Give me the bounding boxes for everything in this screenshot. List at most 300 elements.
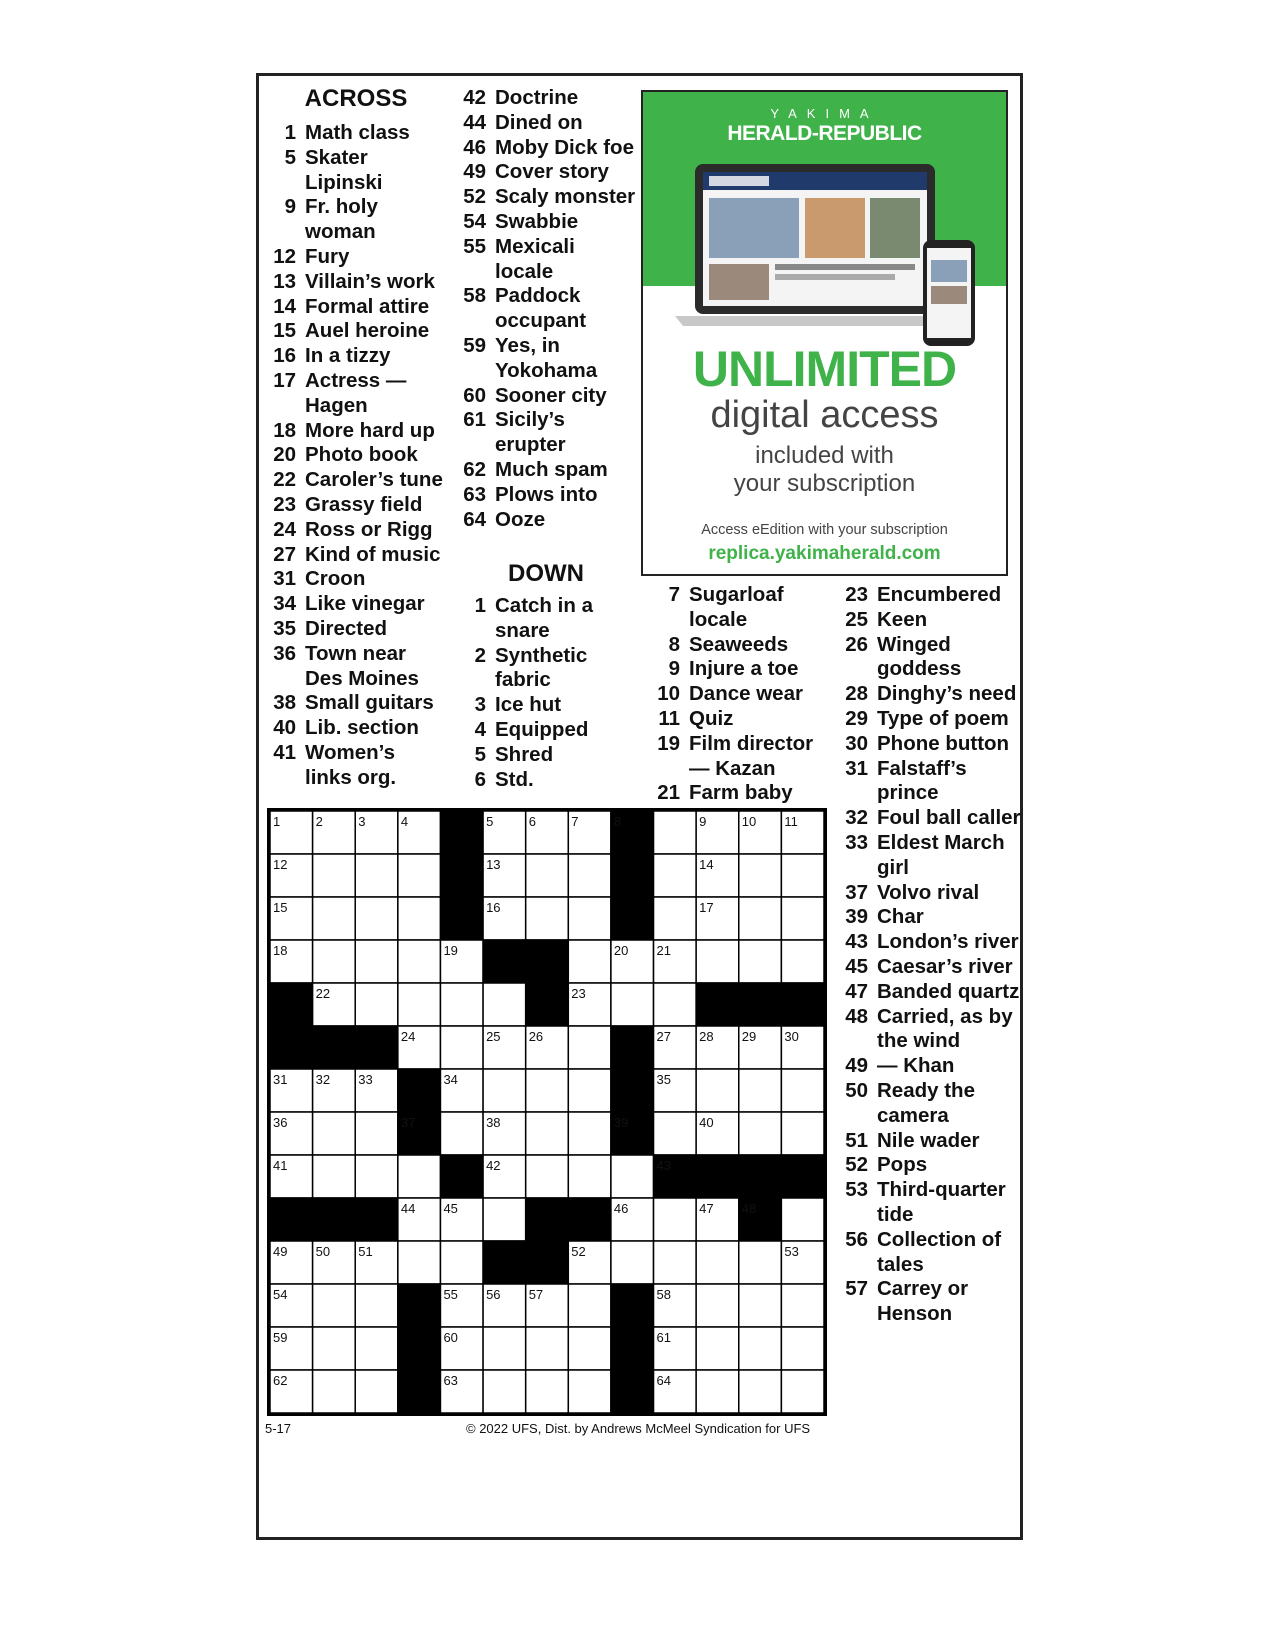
grid-number: 17 [699,900,714,915]
grid-cell[interactable] [355,897,398,940]
grid-number: 15 [273,900,288,915]
grid-cell[interactable] [696,1241,739,1284]
grid-cell[interactable] [355,854,398,897]
clue-item [455,210,637,235]
grid-number: 54 [273,1287,288,1302]
grid-number: 53 [784,1244,799,1259]
clue-number: 64 [463,507,486,531]
grid-number: 6 [528,814,536,829]
clue-number: 9 [668,657,680,681]
clue-item [455,111,637,136]
grid-cell[interactable] [611,983,654,1026]
grid-cell[interactable] [654,854,697,897]
clue-number: 2 [474,643,486,667]
clue-number: 63 [463,482,486,506]
grid-number: 2 [315,814,323,829]
clue-number: 39 [845,905,868,929]
grid-cell[interactable] [781,1112,824,1155]
clue-text: Banded quartz [877,979,1020,1003]
puzzle-date: 5-17 [265,1421,292,1436]
grid-number: 59 [273,1330,288,1345]
grid-number: 36 [273,1115,288,1130]
clue-text: Croon [305,567,366,591]
grid-cell[interactable] [739,1241,782,1284]
grid-cell[interactable] [611,1241,654,1284]
clue-text: Much spam [495,457,608,481]
clue-text: Mexicali locale [495,234,575,283]
grid-cell[interactable] [696,940,739,983]
clue-text: Nile wader [877,1128,980,1152]
grid-number: 8 [613,814,622,829]
grid-cell[interactable] [440,1241,483,1284]
grid-cell[interactable] [781,1069,824,1112]
grid-cell[interactable] [611,1155,654,1198]
grid-black-square [483,940,526,983]
grid-number: 14 [699,857,714,872]
grid-cell[interactable] [568,1026,611,1069]
clue-item [830,905,1025,930]
clue-text: Town near Des Moines [305,641,419,690]
clue-text: Paddock occupant [495,284,587,333]
grid-number: 23 [571,986,586,1001]
clue-number: 43 [845,930,868,954]
grid-number: 33 [358,1072,373,1087]
ad-headline: UNLIMITED [692,341,957,397]
crossword-grid-svg[interactable] [270,811,824,1413]
grid-cell[interactable] [568,940,611,983]
grid-number: 62 [273,1373,288,1388]
clue-text: Small guitars [305,691,434,715]
clue-text: Ready the camera [877,1078,975,1127]
grid-number: 4 [400,814,409,829]
clue-text: More hard up [305,418,435,442]
grid-cell[interactable] [696,1327,739,1370]
clue-item [455,743,637,768]
clue-number: 6 [474,767,486,791]
grid-cell[interactable] [398,1155,441,1198]
grid-number: 35 [656,1072,672,1087]
grid-cell[interactable] [398,940,441,983]
clue-item [266,344,446,369]
grid-number: 38 [486,1115,501,1130]
clue-number: 52 [845,1153,868,1177]
clue-item [455,334,637,384]
copyright-line: © 2022 UFS, Dist. by Andrews McMeel Syndication for UFS [466,1421,811,1436]
clue-item [830,682,1025,707]
grid-cell[interactable] [355,1112,398,1155]
clue-number: 14 [273,294,296,318]
grid-number: 27 [656,1029,672,1044]
grid-cell[interactable] [440,983,483,1026]
clue-number: 33 [845,830,868,854]
clue-text: — Khan [877,1054,955,1078]
clue-number: 55 [463,234,486,258]
grid-cell[interactable] [654,897,697,940]
clue-text: Carrey or Henson [877,1277,969,1326]
grid-black-square [355,1198,398,1241]
grid-number: 26 [528,1029,544,1044]
clue-number: 56 [845,1227,868,1251]
clue-text: Ooze [495,507,546,531]
clue-text: Farm baby [689,781,793,805]
grid-black-square [611,1069,654,1112]
grid-cell[interactable] [781,897,824,940]
clue-text: Fr. holy woman [305,195,378,244]
clue-number: 29 [845,706,868,730]
clue-text: Formal attire [305,294,430,318]
clue-item [830,583,1025,608]
crossword-grid[interactable] [267,808,827,1416]
clue-number: 13 [273,269,296,293]
grid-cell[interactable] [568,1370,611,1413]
grid-cell[interactable] [355,983,398,1026]
clue-text: Like vinegar [305,592,425,616]
clue-item [455,594,637,644]
clue-item [266,493,446,518]
clue-text: Plows into [495,482,598,506]
grid-cell[interactable] [654,1112,697,1155]
grid-number: 7 [571,814,579,829]
grid-cell[interactable] [355,1284,398,1327]
grid-cell[interactable] [781,940,824,983]
grid-number: 40 [699,1115,714,1130]
grid-cell[interactable] [739,1370,782,1413]
clue-number: 46 [463,135,486,159]
clue-text: Phone button [877,731,1010,755]
grid-cell[interactable] [696,1284,739,1327]
clue-item [830,881,1025,906]
grid-cell[interactable] [398,854,441,897]
clue-item [830,955,1025,980]
grid-cell[interactable] [568,1112,611,1155]
clue-text: Winged goddess [877,632,962,681]
clue-number: 1 [284,121,296,144]
ad-url-link[interactable]: replica.yakimaherald.com [708,543,941,564]
clue-text: Swabbie [495,209,579,233]
clue-text: Encumbered [877,583,1002,606]
clue-number: 38 [273,691,296,715]
clue-text: Sugarloaf locale [689,583,784,631]
clue-number: 52 [463,185,486,209]
clue-number: 50 [845,1078,868,1102]
clue-number: 25 [845,607,868,631]
clue-item [830,633,1025,683]
grid-cell[interactable] [526,1155,569,1198]
grid-cell[interactable] [696,1069,739,1112]
grid-number: 25 [486,1029,501,1044]
grid-number: 13 [486,857,501,872]
clue-item [266,369,446,419]
grid-cell[interactable] [739,1112,782,1155]
grid-cell[interactable] [526,1069,569,1112]
grid-cell[interactable] [568,897,611,940]
clue-number: 28 [845,682,868,706]
grid-black-square [526,983,569,1026]
clue-item [455,693,637,718]
grid-cell[interactable] [739,1284,782,1327]
clue-item [830,831,1025,881]
down-header: DOWN [508,560,584,587]
grid-black-square [270,983,313,1026]
clue-item [266,195,446,245]
grid-cell[interactable] [781,1370,824,1413]
grid-black-square [611,1327,654,1370]
clue-item [640,732,830,782]
clue-item [640,633,830,658]
clue-number: 22 [273,468,296,492]
clue-number: 1 [474,594,486,617]
grid-cell[interactable] [313,1327,356,1370]
grid-number: 51 [358,1244,373,1259]
across-clues-column-1 [266,85,446,791]
clue-text: Yes, in Yokohama [495,333,598,382]
grid-cell[interactable] [568,1284,611,1327]
grid-cell[interactable] [781,854,824,897]
grid-black-square [739,983,782,1026]
grid-cell[interactable] [739,940,782,983]
clue-number: 31 [273,567,296,591]
clue-item [455,458,637,483]
clue-number: 54 [463,209,486,233]
clue-number: 51 [845,1128,868,1152]
clue-item [266,617,446,642]
clue-item [455,160,637,185]
clue-text: London’s river [877,930,1019,954]
clue-number: 20 [273,443,296,467]
clue-number: 49 [845,1054,868,1078]
grid-cell[interactable] [483,1069,526,1112]
clue-item [266,419,446,444]
grid-cell[interactable] [526,1112,569,1155]
grid-cell[interactable] [739,1069,782,1112]
grid-number: 20 [613,943,629,958]
grid-cell[interactable] [781,1284,824,1327]
clue-item [830,732,1025,757]
grid-black-square [313,1026,356,1069]
clue-text: Kind of music [305,542,441,566]
clue-text: Dinghy’s need [877,682,1017,706]
clue-text: Directed [305,616,388,640]
clue-item [455,185,637,210]
grid-cell[interactable] [781,1327,824,1370]
clue-text: Villain’s work [305,269,435,293]
grid-cell[interactable] [398,1241,441,1284]
clue-item [830,1228,1025,1278]
clue-item [830,806,1025,831]
clue-item [455,483,637,508]
grid-number: 9 [699,814,707,829]
clue-text: Auel heroine [305,319,430,343]
clue-text: Lib. section [305,716,419,740]
grid-cell[interactable] [313,854,356,897]
clue-text: Ice hut [495,693,562,717]
clue-item [640,682,830,707]
grid-number: 21 [656,943,672,958]
grid-cell[interactable] [654,1198,697,1241]
grid-number: 11 [784,814,798,829]
grid-cell[interactable] [483,1370,526,1413]
clue-item [830,707,1025,732]
clue-number: 34 [273,592,296,616]
clue-number: 7 [668,583,680,606]
grid-cell[interactable] [355,1155,398,1198]
clue-number: 62 [463,457,486,481]
clue-text: Equipped [495,717,589,741]
clue-number: 42 [463,86,486,109]
grid-cell[interactable] [568,1069,611,1112]
clue-item [640,657,830,682]
clue-text: Actress — Hagen [305,368,407,417]
across-clues-column-2 [455,86,637,532]
grid-cell[interactable] [526,1370,569,1413]
grid-black-square [696,983,739,1026]
clue-number: 9 [284,195,296,219]
clue-text: Falstaff’s prince [877,756,967,805]
clue-item [266,245,446,270]
grid-cell[interactable] [654,983,697,1026]
clue-text: Sooner city [495,383,607,407]
grid-cell[interactable] [526,854,569,897]
grid-cell[interactable] [739,897,782,940]
grid-cell[interactable] [313,1155,356,1198]
grid-number: 41 [273,1158,288,1173]
clue-number: 57 [845,1277,868,1301]
clue-text: Caesar’s river [877,954,1013,978]
grid-cell[interactable] [440,1112,483,1155]
laptop-phone-icon [665,160,985,350]
grid-cell[interactable] [568,1155,611,1198]
grid-black-square [611,1370,654,1413]
grid-number: 37 [400,1115,416,1130]
grid-black-square [398,1370,441,1413]
clue-item [830,930,1025,955]
grid-cell[interactable] [313,940,356,983]
grid-cell[interactable] [398,897,441,940]
grid-number: 34 [443,1072,458,1087]
grid-number: 3 [358,814,366,829]
clue-text: Ross or Rigg [305,517,433,541]
grid-cell[interactable] [483,1327,526,1370]
clue-item [266,443,446,468]
grid-cell[interactable] [313,1112,356,1155]
grid-black-square [611,854,654,897]
clue-number: 5 [474,742,486,766]
grid-number: 52 [571,1244,586,1259]
ad-access-text: Access eEdition with your subscription [701,522,948,538]
clue-text: Skater Lipinski [305,145,383,194]
ad-subhead: digital access [710,394,939,436]
clue-number: 47 [845,979,868,1003]
grid-cell[interactable] [398,983,441,1026]
clue-number: 27 [273,542,296,566]
grid-cell[interactable] [483,983,526,1026]
grid-black-square [781,983,824,1026]
clue-item [640,583,830,633]
clue-number: 41 [273,740,296,764]
subscription-ad[interactable] [641,90,1008,576]
clue-item [455,718,637,743]
clue-text: Synthetic fabric [495,643,588,692]
grid-cell[interactable] [526,1327,569,1370]
clue-item [830,757,1025,807]
clue-item [455,136,637,161]
clue-item [830,1178,1025,1228]
grid-cell[interactable] [313,1370,356,1413]
clue-number: 26 [845,632,868,656]
clue-text: Eldest March girl [877,830,1005,879]
ad-brand-logo: HERALD-REPUBLIC [727,122,922,145]
grid-cell[interactable] [355,1327,398,1370]
grid-cell[interactable] [355,1370,398,1413]
clue-number: 24 [273,517,296,541]
clue-item [455,508,637,533]
clue-item [455,235,637,285]
clue-item [455,644,637,694]
clue-item [455,384,637,409]
clue-number: 58 [463,284,486,308]
grid-number: 56 [486,1287,501,1302]
clue-number: 31 [845,756,868,780]
grid-black-square [440,897,483,940]
grid-cell[interactable] [313,897,356,940]
grid-number: 60 [443,1330,458,1345]
grid-number: 19 [443,943,458,958]
grid-cell[interactable] [654,811,697,854]
clue-text: Film director — Kazan [689,731,814,780]
clue-number: 30 [845,731,868,755]
clue-item [640,781,830,806]
clue-number: 36 [273,641,296,665]
clue-item [266,270,446,295]
grid-number: 43 [656,1158,672,1173]
clue-text: Injure a toe [689,657,799,681]
clue-item [830,1005,1025,1055]
grid-cell[interactable] [526,897,569,940]
clue-number: 61 [463,408,486,432]
grid-cell[interactable] [313,1284,356,1327]
grid-black-square [526,1241,569,1284]
grid-cell[interactable] [568,854,611,897]
grid-number: 61 [656,1330,672,1345]
grid-cell[interactable] [696,1370,739,1413]
grid-cell[interactable] [781,1198,824,1241]
grid-cell[interactable] [483,1198,526,1241]
clue-item [266,716,446,741]
grid-number: 16 [486,900,501,915]
grid-number: 50 [315,1244,331,1259]
grid-cell[interactable] [440,1026,483,1069]
grid-number: 31 [273,1072,288,1087]
grid-cell[interactable] [654,1241,697,1284]
clue-item [830,980,1025,1005]
clue-number: 35 [273,616,296,640]
clue-number: 16 [273,344,296,368]
clue-number: 49 [463,160,486,184]
down-clues-column-1 [455,560,637,792]
clue-text: Third-quarter tide [877,1178,1006,1226]
grid-cell[interactable] [568,1327,611,1370]
grid-cell[interactable] [739,1327,782,1370]
grid-black-square [739,1155,782,1198]
grid-cell[interactable] [355,940,398,983]
clue-text: Pops [877,1153,928,1177]
clue-number: 40 [273,716,296,740]
clue-text: Collection of tales [877,1227,1002,1276]
clue-text: Cover story [495,160,609,184]
grid-cell[interactable] [739,854,782,897]
down-clues-column-3 [830,583,1025,1327]
clue-number: 21 [657,781,680,805]
